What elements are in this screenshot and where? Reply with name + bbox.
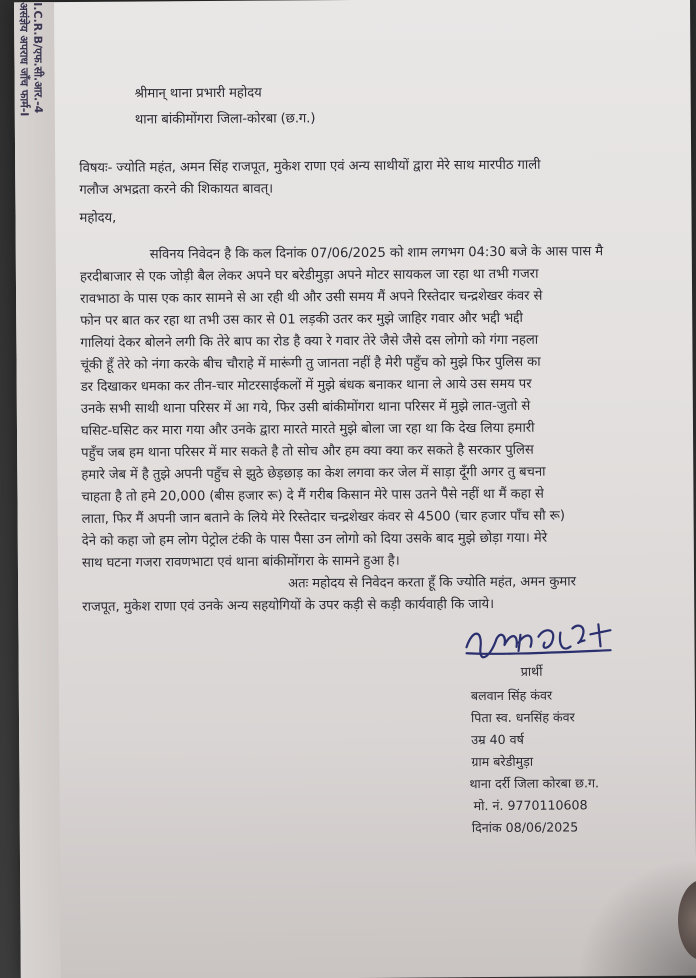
request-line-1: अतः महोदय से निवेदन करता हूँ कि ज्योति महंत, अमन कुमार: [288, 574, 576, 592]
form-header-strip: [14, 2, 45, 152]
applicant-date: दिनांक 08/06/2025: [471, 819, 579, 836]
applicant-police-station: थाना दर्री जिला कोरबा छ.ग.: [469, 775, 600, 792]
applicant-label: प्रार्थी: [520, 663, 543, 679]
body-line: गालियां देकर बोलने लगी कि तेरे बाप का रोड है क्या रे गवार तेरे जैसे जैसे दस लोगो को गंगा नहला: [80, 332, 539, 351]
salutation: महोदय,: [79, 210, 117, 226]
body-line: हरदीबाजार से एक जोड़ी बैल लेकर अपने घर बरेडीमुड़ा अपने मोटर सायकल जा रहा था तभी गजरा: [79, 266, 539, 285]
body-line: फोन पर बात कर रहा था तभी उस कार से 01 लड़की उतर कर मुझे जाहिर गवार और भद्दी भद्दी: [80, 310, 523, 329]
body-line: डर दिखाकर धमका कर तीन-चार मोटरसाईकलों में मुझे बंधक बनाकर थाना ले आये उस समय पर: [80, 376, 532, 395]
applicant-age: उम्र 40 वर्ष: [471, 731, 524, 748]
handwritten-signature: [460, 616, 640, 667]
body-line: साथ घटना गजरा रावणभाटा एवं थाना बांकीमोंगरा के सामने हुआ है।: [81, 553, 400, 571]
request-line-2: राजपूत, मुकेश राणा एवं उनके अन्य सहयोगियों के उपर कड़ी से कड़ी कार्यवाही कि जाये।: [82, 597, 494, 615]
body-line: चूंकी हूँ तेरे को नंगा करके बीच चौराहे में मारूंगी तु जानता नहीं है मेरी पहुँच को मुझे फिर पुलिस का: [80, 354, 541, 373]
letter-paper: [14, 0, 696, 978]
body-line: रावभाठा के पास एक कार सामने से आ रही थी और उसी समय मैं अपने रिस्तेदार चन्द्रशेखर कंवर से: [80, 288, 543, 307]
form-code: I.C.R.B/एफ.सी.आर.-4: [31, 2, 45, 114]
body-line: हमारे जेब में है तुझे अपनी पहुँच से झुठे छेड़छाड़ का केश लगवा कर जेल में साड़ा दूँगी अगर तु बचना: [81, 464, 546, 483]
signature: [460, 616, 680, 678]
body-line: लाता, फिर मैं अपनी जान बताने के लिये मेरे रिस्तेदार चन्द्रशेखर कंवर से 4500 (चार हजार पाँच सौ रू): [81, 508, 565, 527]
applicant-village: ग्राम बरेडीमुड़ा: [471, 753, 534, 770]
applicant-father: पिता स्व. धनसिंह कंवर: [470, 709, 575, 726]
recipient-line-2: थाना बांकीमोंगरा जिला-कोरबा (छ.ग.): [134, 111, 316, 128]
body-line: सविनय निवेदन है कि कल दिनांक 07/06/2025 को शाम लगभग 04:30 बजे के आस पास मै: [149, 244, 604, 263]
applicant-mobile: मो. नं. 9770110608: [473, 797, 588, 814]
subject-line-1: विषयः- ज्योति महंत, अमन सिंह राजपूत, मुकेश राणा एवं अन्य साथीयों द्वारा मेरे साथ मारपीठ गाली: [79, 157, 541, 176]
body-line: घसिट-घसिट कर मारा गया और उनके द्वारा मारते मारते मुझे बोला जा रहा था कि देख लिया हमारी: [80, 420, 535, 439]
form-title: असंज्ञेय अपराध जाँच फार्म-I: [17, 2, 31, 117]
body-line: चाहता है तो हमे 20,000 (बीस हजार रू) दे मैं गरीब किसान मेरे पास उतने पैसे नहीं था मैं कहा से: [81, 486, 544, 505]
body-line: पहुँच जब हम थाना परिसर में मार सकते है तो सोच और हम क्या क्या कर सकते है सरकार पुलिस: [81, 442, 534, 461]
body-line: देने को कहा जो हम लोग पेट्रोल टंकी के पास पैसा उन लोगो को दिया उसके बाद मुझे छोड़ा गया। मेरे: [81, 530, 548, 549]
underlying-form-page: [14, 2, 61, 978]
recipient-line-1: श्रीमान् थाना प्रभारी महोदय: [134, 85, 262, 102]
body-line: उनके सभी साथी थाना परिसर में आ गये, फिर उसी बांकीमोंगरा थाना परिसर में मुझे लात-जुतो से: [80, 398, 531, 417]
applicant-name: बलवान सिंह कंवर: [470, 687, 553, 704]
letter-content: [56, 0, 683, 978]
subject-line-2: गलौज अभद्रता करने की शिकायत बावत्।: [79, 181, 274, 198]
